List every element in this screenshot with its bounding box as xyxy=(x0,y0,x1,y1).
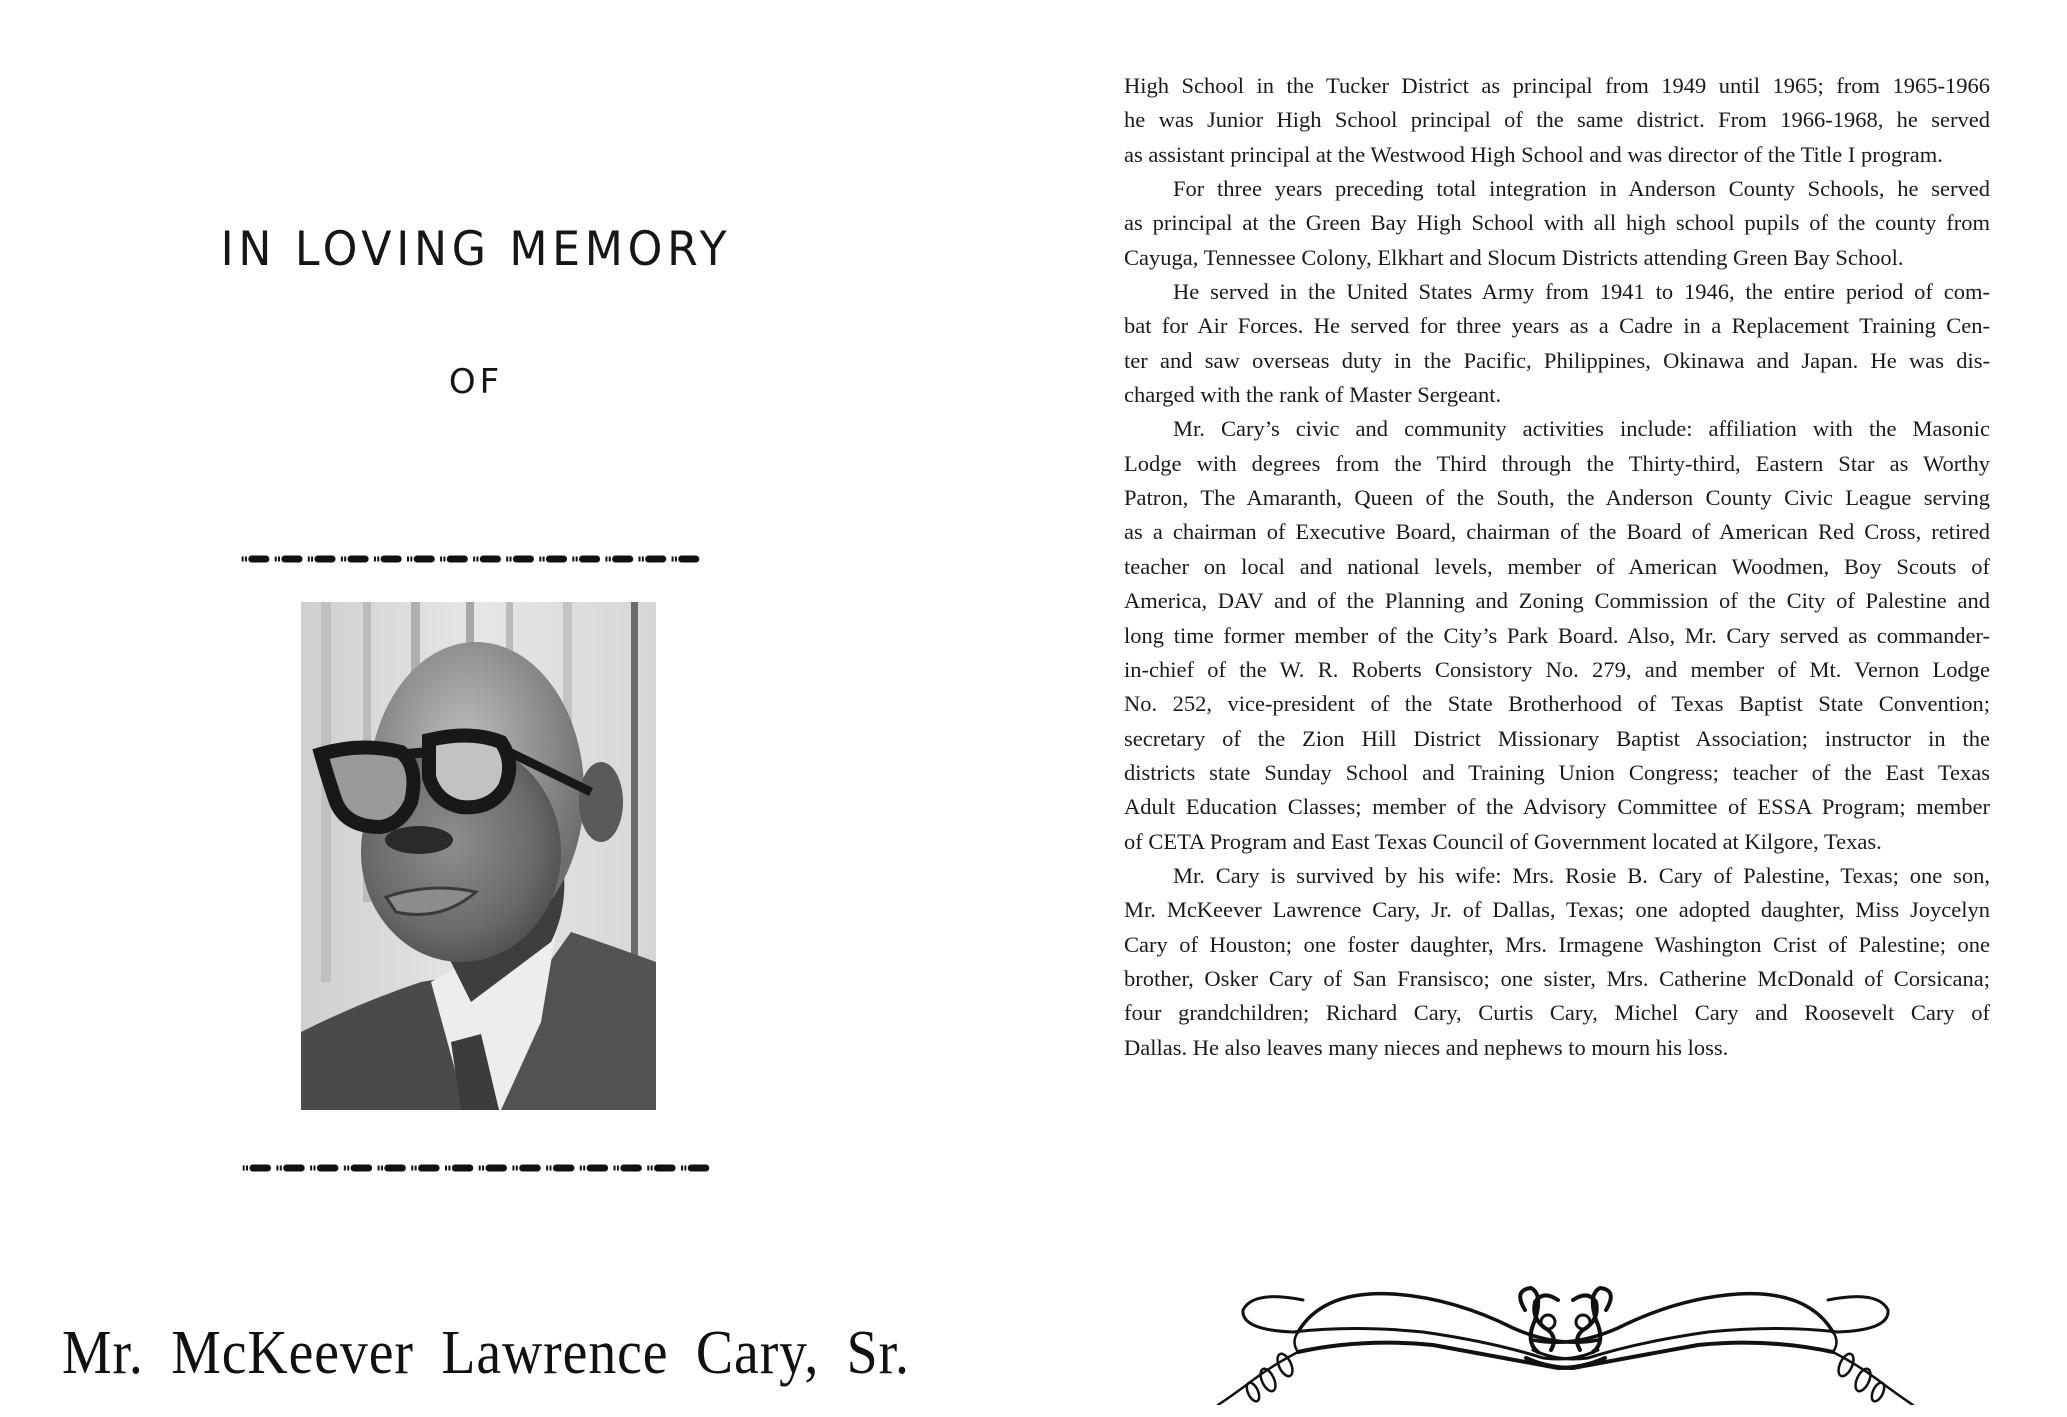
chain-link xyxy=(313,1166,315,1171)
obituary-paragraph xyxy=(1124,69,1990,172)
chain-bead xyxy=(314,556,335,563)
chain-bead xyxy=(553,1165,575,1172)
chain-link xyxy=(344,557,346,562)
chain-link xyxy=(609,557,611,562)
text-line: charged with the rank of Master Sergeant. xyxy=(1124,382,1502,408)
text-line: Patron, The Amaranth, Queen of the South, the Anderson County Civic League serving xyxy=(1124,485,1990,511)
chain-link xyxy=(617,1166,619,1171)
text-line: in-chief of the W. R. Roberts Consistory No. 279, and member of Mt. Vernon Lodge xyxy=(1124,656,1990,682)
obituary-text xyxy=(1124,69,1990,1065)
chain-link xyxy=(506,557,508,562)
chain-bead xyxy=(612,556,633,563)
text-line: as a chairman of Executive Board, chairman of the Board of American Red Cross, retired xyxy=(1124,519,1990,545)
text-line: ter and saw overseas duty in the Pacific, Philippines, Okinawa and Japan. He was dis- xyxy=(1124,347,1990,373)
chain-link xyxy=(275,557,277,562)
chain-link xyxy=(415,1166,417,1171)
chain-link xyxy=(576,557,578,562)
chain-link xyxy=(639,557,641,562)
text-line: as principal at the Green Bay High School with all high school pupils of the county from xyxy=(1124,210,1990,236)
chain-link xyxy=(549,1166,551,1171)
chain-bead xyxy=(678,556,699,563)
chain-link xyxy=(651,1166,653,1171)
left-page xyxy=(0,0,1033,1417)
text-line: of CETA Program and East Texas Council of Government located at Kilgore, Texas. xyxy=(1124,828,1882,854)
chain-bead xyxy=(418,1165,440,1172)
right-page xyxy=(1033,0,2067,1417)
chain-link xyxy=(344,1166,346,1171)
chain-link xyxy=(443,557,445,562)
chain-bead xyxy=(447,556,468,563)
text-line: four grandchildren; Richard Cary, Curtis Cary, Michel Cary and Roosevelt Cary of xyxy=(1124,1000,1990,1026)
scroll-flourish-icon xyxy=(1213,1280,1918,1405)
chain-bead xyxy=(281,556,302,563)
chain-link xyxy=(642,557,644,562)
text-line: Adult Education Classes; member of the Advisory Committee of ESSA Program; member xyxy=(1124,794,1990,820)
chain-bead xyxy=(654,1165,676,1172)
chain-bead xyxy=(381,556,402,563)
text-line: Dallas. He also leaves many nieces and nephews to mourn his loss. xyxy=(1124,1034,1729,1060)
chain-link xyxy=(445,1166,447,1171)
chain-bead xyxy=(480,556,501,563)
chain-bead xyxy=(587,1165,609,1172)
chain-bead xyxy=(347,556,368,563)
chain-link xyxy=(583,1166,585,1171)
text-line: High School in the Tucker District as principal from 1949 until 1965; from 1965-1966 xyxy=(1124,73,1990,98)
chain-link xyxy=(476,557,478,562)
chain-link xyxy=(410,557,412,562)
chain-link xyxy=(684,1166,686,1171)
chain-link xyxy=(580,1166,582,1171)
chain-bead xyxy=(249,1165,271,1172)
text-line: bat for Air Forces. He served for three years as a Cadre in a Replacement Training Cen- xyxy=(1124,313,1990,339)
chain-bead xyxy=(519,1165,541,1172)
text-line: teacher on local and national levels, member of American Woodmen, Boy Scouts of xyxy=(1124,553,1990,579)
text-line: Mr. McKeever Lawrence Cary, Jr. of Dallas, Texas; one adopted daughter, Miss Joycelyn xyxy=(1124,897,1990,923)
chain-link xyxy=(311,557,313,562)
text-line: For three years preceding total integration in Anderson County Schools, he served xyxy=(1173,176,1990,202)
chain-bead xyxy=(452,1165,474,1172)
chain-link xyxy=(605,557,607,562)
chain-link xyxy=(448,1166,450,1171)
text-line: Cayuga, Tennessee Colony, Elkhart and Slocum Districts attending Green Bay School. xyxy=(1124,244,1904,270)
text-line: long time former member of the City’s Park Board. Also, Mr. Cary served as commander- xyxy=(1124,622,1990,648)
chain-link xyxy=(242,557,244,562)
chain-link xyxy=(347,1166,349,1171)
portrait-illustration xyxy=(301,602,656,1110)
text-line: Mr. Cary is survived by his wife: Mrs. Rosie B. Cary of Palestine, Texas; one son, xyxy=(1173,862,1990,888)
text-line: secretary of the Zion Hill District Missionary Baptist Association; instructor in the xyxy=(1124,725,1990,751)
chain-link xyxy=(407,557,409,562)
text-line: brother, Osker Cary of San Fransisco; one sister, Mrs. Catherine McDonald of Corsicana; xyxy=(1124,965,1990,991)
obituary-paragraph xyxy=(1124,275,1990,412)
chain-bead xyxy=(546,556,567,563)
text-line: he was Junior High School principal of the same district. From 1966-1968, he served xyxy=(1124,107,1990,133)
text-line: Mr. Cary’s civic and community activities include: affiliation with the Masonic xyxy=(1173,416,1990,442)
chain-link xyxy=(378,1166,380,1171)
chain-bead xyxy=(579,556,600,563)
memorial-heading: IN LOVING MEMORY xyxy=(220,222,732,277)
chain-link xyxy=(482,1166,484,1171)
obituary-paragraph xyxy=(1124,412,1990,858)
chain-link xyxy=(381,1166,383,1171)
chain-link xyxy=(280,1166,282,1171)
portrait-photo xyxy=(301,602,656,1110)
chain-bead xyxy=(414,556,435,563)
chain-link xyxy=(374,557,376,562)
chain-bead xyxy=(688,1165,710,1172)
chain-link xyxy=(310,1166,312,1171)
chain-link xyxy=(243,1166,245,1171)
chain-link xyxy=(276,1166,278,1171)
chain-bead xyxy=(317,1165,339,1172)
chain-link xyxy=(647,1166,649,1171)
chain-link xyxy=(510,557,512,562)
chain-bead xyxy=(645,556,666,563)
chain-link xyxy=(246,1166,248,1171)
chain-border-bottom-icon xyxy=(240,1163,712,1173)
text-line: America, DAV and of the Planning and Zoning Commission of the City of Palestine and xyxy=(1124,588,1990,614)
chain-bead xyxy=(351,1165,373,1172)
deceased-name: Mr. McKeever Lawrence Cary, Sr. xyxy=(62,1319,910,1387)
chain-bead xyxy=(384,1165,406,1172)
chain-link xyxy=(341,557,343,562)
text-line: He served in the United States Army from 1941 to 1946, the entire period of com- xyxy=(1173,279,1990,305)
chain-link xyxy=(572,557,574,562)
chain-link xyxy=(473,557,475,562)
text-line: Cary of Houston; one foster daughter, Mrs. Irmagene Washington Crist of Palestine; one xyxy=(1124,931,1990,957)
chain-link xyxy=(308,557,310,562)
obituary-paragraph xyxy=(1124,859,1990,1065)
memorial-heading-of: OF xyxy=(448,362,504,402)
chain-link xyxy=(440,557,442,562)
chain-border-top-icon xyxy=(239,554,702,564)
chain-bead xyxy=(620,1165,642,1172)
chain-link xyxy=(278,557,280,562)
chain-link xyxy=(675,557,677,562)
chain-link xyxy=(516,1166,518,1171)
obituary-paragraph xyxy=(1124,172,1990,275)
chain-link xyxy=(245,557,247,562)
text-line: Lodge with degrees from the Third through the Thirty-third, Eastern Star as Worthy xyxy=(1124,450,1990,476)
chain-link xyxy=(681,1166,683,1171)
chain-link xyxy=(543,557,545,562)
chain-link xyxy=(672,557,674,562)
chain-bead xyxy=(248,556,269,563)
text-line: as assistant principal at the Westwood High School and was director of the Title I program. xyxy=(1124,141,1943,167)
chain-link xyxy=(546,1166,548,1171)
chain-bead xyxy=(283,1165,305,1172)
chain-link xyxy=(377,557,379,562)
chain-link xyxy=(411,1166,413,1171)
chain-link xyxy=(614,1166,616,1171)
chain-bead xyxy=(485,1165,507,1172)
text-line: No. 252, vice-president of the State Brotherhood of Texas Baptist State Convention; xyxy=(1124,691,1990,717)
chain-bead xyxy=(513,556,534,563)
chain-link xyxy=(512,1166,514,1171)
chain-link xyxy=(479,1166,481,1171)
chain-link xyxy=(539,557,541,562)
text-line: districts state Sunday School and Training Union Congress; teacher of the East Texas xyxy=(1124,759,1990,785)
